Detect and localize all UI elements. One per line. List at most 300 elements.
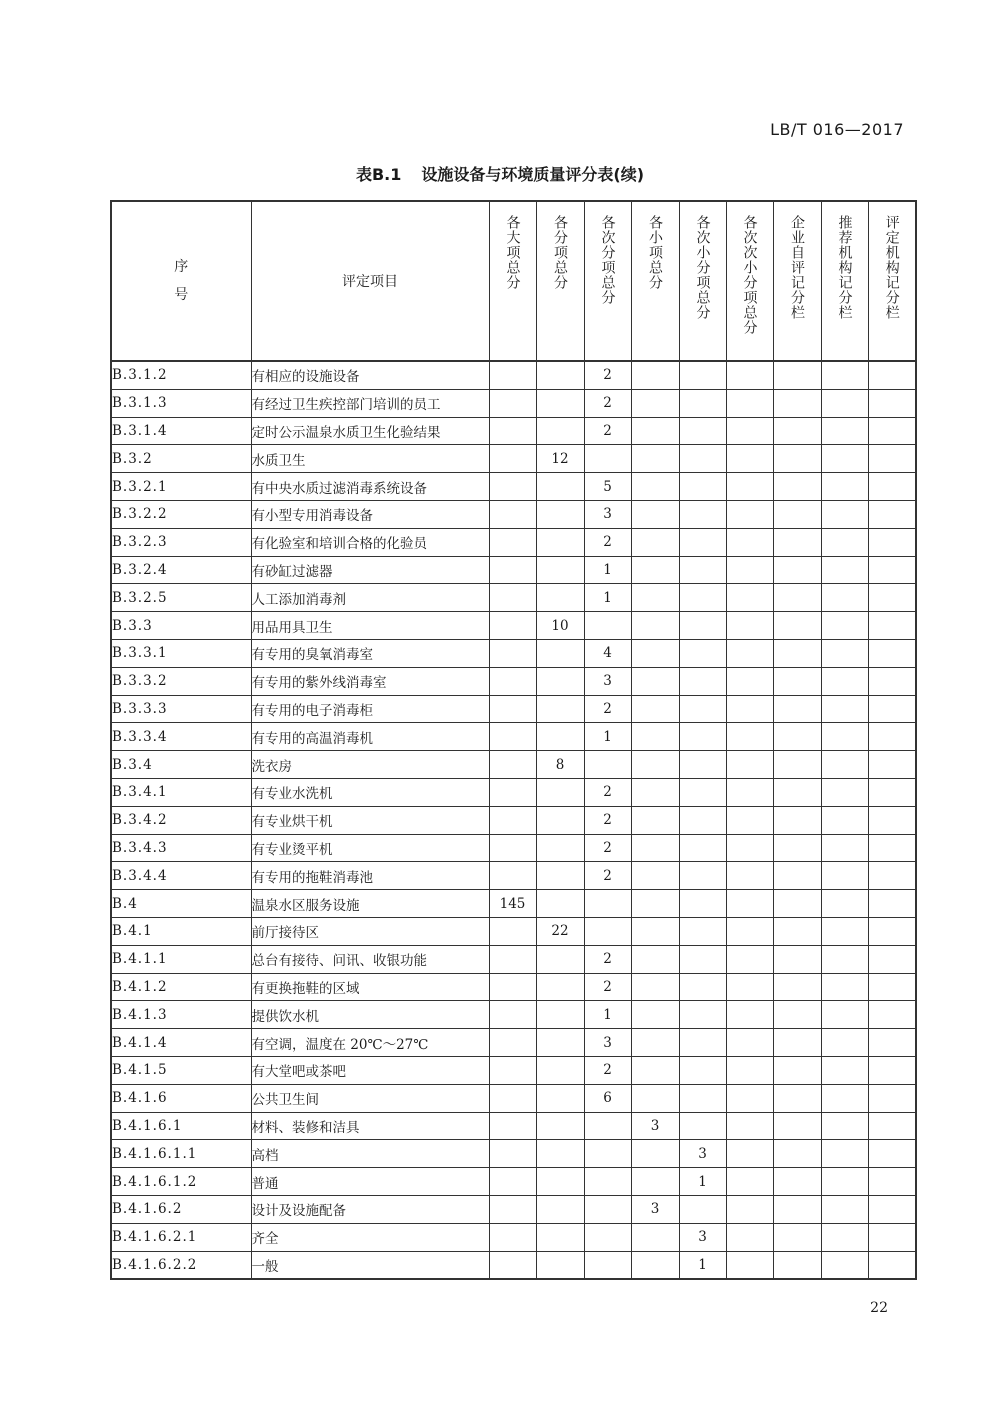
- row-self-score-cell: [773, 1251, 821, 1279]
- table-row: [111, 723, 916, 751]
- col-header-sub-minor-total-label: 各次小分项总分: [694, 215, 711, 320]
- row-sub-minor-total-cell: [679, 417, 726, 445]
- table-row: [111, 667, 916, 695]
- row-sub-minor-total-cell: [679, 1029, 726, 1057]
- row-secondary-total-cell: [584, 1223, 631, 1251]
- row-sub-minor-total-cell: [679, 862, 726, 890]
- row-minor-total-cell: [631, 1168, 679, 1196]
- row-secondary-total-cell: 1: [584, 1001, 631, 1029]
- row-seq-cell: B.3.1.3: [111, 389, 251, 417]
- col-header-secondary-total-label: 各次分项总分: [599, 215, 616, 305]
- row-seq-cell: B.4.1.6.1.1: [111, 1140, 251, 1168]
- row-self-score-cell: [773, 1140, 821, 1168]
- row-seq-cell: B.3.2.4: [111, 556, 251, 584]
- row-item-cell: 水质卫生: [251, 445, 489, 473]
- row-self-score-cell: [773, 778, 821, 806]
- row-assess-score-cell: [868, 528, 916, 556]
- row-secondary-total-cell: 2: [584, 389, 631, 417]
- row-seq-cell: B.3.2.5: [111, 584, 251, 612]
- table-row: [111, 778, 916, 806]
- row-self-score-cell: [773, 445, 821, 473]
- row-seq-cell: B.3.3.2: [111, 667, 251, 695]
- row-sub-sub-minor-total-cell: [726, 1140, 773, 1168]
- row-sub-sub-minor-total-cell: [726, 1195, 773, 1223]
- row-assess-score-cell: [868, 1056, 916, 1084]
- row-secondary-total-cell: 6: [584, 1084, 631, 1112]
- row-sub-total-cell: [536, 973, 584, 1001]
- row-self-score-cell: [773, 473, 821, 501]
- col-header-major-total-label: 各大项总分: [504, 215, 521, 290]
- row-major-total-cell: [489, 723, 536, 751]
- row-recommend-score-cell: [821, 1168, 868, 1196]
- row-sub-sub-minor-total-cell: [726, 890, 773, 918]
- table-row: [111, 1056, 916, 1084]
- row-secondary-total-cell: 2: [584, 695, 631, 723]
- row-minor-total-cell: [631, 500, 679, 528]
- row-self-score-cell: [773, 361, 821, 389]
- row-sub-total-cell: [536, 945, 584, 973]
- row-self-score-cell: [773, 806, 821, 834]
- row-assess-score-cell: [868, 778, 916, 806]
- row-recommend-score-cell: [821, 1056, 868, 1084]
- row-recommend-score-cell: [821, 945, 868, 973]
- row-sub-sub-minor-total-cell: [726, 500, 773, 528]
- row-self-score-cell: [773, 890, 821, 918]
- row-sub-minor-total-cell: [679, 695, 726, 723]
- row-major-total-cell: [489, 1084, 536, 1112]
- row-minor-total-cell: [631, 1029, 679, 1057]
- row-sub-sub-minor-total-cell: [726, 612, 773, 640]
- row-recommend-score-cell: [821, 1112, 868, 1140]
- row-sub-total-cell: [536, 417, 584, 445]
- row-seq-cell: B.3.4.2: [111, 806, 251, 834]
- row-assess-score-cell: [868, 361, 916, 389]
- row-sub-total-cell: [536, 667, 584, 695]
- row-item-cell: 设计及设施配备: [251, 1195, 489, 1223]
- row-recommend-score-cell: [821, 695, 868, 723]
- row-sub-sub-minor-total-cell: [726, 834, 773, 862]
- row-seq-cell: B.4.1: [111, 917, 251, 945]
- row-self-score-cell: [773, 389, 821, 417]
- row-sub-minor-total-cell: [679, 667, 726, 695]
- row-self-score-cell: [773, 945, 821, 973]
- row-secondary-total-cell: 2: [584, 528, 631, 556]
- row-assess-score-cell: [868, 973, 916, 1001]
- row-self-score-cell: [773, 1195, 821, 1223]
- row-seq-cell: B.3.3.1: [111, 639, 251, 667]
- row-assess-score-cell: [868, 1168, 916, 1196]
- row-major-total-cell: [489, 1112, 536, 1140]
- row-major-total-cell: [489, 1195, 536, 1223]
- row-secondary-total-cell: 2: [584, 834, 631, 862]
- row-major-total-cell: [489, 639, 536, 667]
- row-recommend-score-cell: [821, 1140, 868, 1168]
- row-assess-score-cell: [868, 695, 916, 723]
- row-assess-score-cell: [868, 1140, 916, 1168]
- row-minor-total-cell: [631, 389, 679, 417]
- row-assess-score-cell: [868, 639, 916, 667]
- row-item-cell: 有专业烫平机: [251, 834, 489, 862]
- standard-code: LB/T 016—2017: [770, 120, 904, 139]
- row-item-cell: 有专业烘干机: [251, 806, 489, 834]
- row-item-cell: 一般: [251, 1251, 489, 1279]
- row-item-cell: 有小型专用消毒设备: [251, 500, 489, 528]
- row-sub-total-cell: [536, 695, 584, 723]
- row-recommend-score-cell: [821, 890, 868, 918]
- row-seq-cell: B.4.1.6.2: [111, 1195, 251, 1223]
- row-assess-score-cell: [868, 1001, 916, 1029]
- row-self-score-cell: [773, 1056, 821, 1084]
- row-assess-score-cell: [868, 751, 916, 779]
- row-secondary-total-cell: 1: [584, 584, 631, 612]
- row-sub-minor-total-cell: [679, 945, 726, 973]
- row-sub-minor-total-cell: [679, 917, 726, 945]
- row-sub-total-cell: 10: [536, 612, 584, 640]
- row-secondary-total-cell: 2: [584, 806, 631, 834]
- row-item-cell: 高档: [251, 1140, 489, 1168]
- row-minor-total-cell: [631, 361, 679, 389]
- row-sub-total-cell: [536, 1001, 584, 1029]
- row-major-total-cell: [489, 1029, 536, 1057]
- row-secondary-total-cell: 2: [584, 945, 631, 973]
- row-major-total-cell: [489, 528, 536, 556]
- row-sub-sub-minor-total-cell: [726, 639, 773, 667]
- row-seq-cell: B.3.2.2: [111, 500, 251, 528]
- row-recommend-score-cell: [821, 723, 868, 751]
- row-sub-sub-minor-total-cell: [726, 1084, 773, 1112]
- row-recommend-score-cell: [821, 917, 868, 945]
- row-secondary-total-cell: 3: [584, 500, 631, 528]
- row-minor-total-cell: [631, 584, 679, 612]
- row-item-cell: 材料、装修和洁具: [251, 1112, 489, 1140]
- row-major-total-cell: [489, 556, 536, 584]
- row-seq-cell: B.3.1.2: [111, 361, 251, 389]
- row-self-score-cell: [773, 973, 821, 1001]
- row-assess-score-cell: [868, 473, 916, 501]
- row-major-total-cell: [489, 1251, 536, 1279]
- row-item-cell: 前厅接待区: [251, 917, 489, 945]
- row-seq-cell: B.4.1.6.2.1: [111, 1223, 251, 1251]
- row-sub-minor-total-cell: [679, 612, 726, 640]
- col-header-sub-sub-minor-total: [726, 201, 773, 361]
- row-secondary-total-cell: 2: [584, 1056, 631, 1084]
- row-secondary-total-cell: 2: [584, 973, 631, 1001]
- row-minor-total-cell: [631, 834, 679, 862]
- row-assess-score-cell: [868, 945, 916, 973]
- row-minor-total-cell: [631, 973, 679, 1001]
- row-sub-total-cell: [536, 528, 584, 556]
- row-recommend-score-cell: [821, 361, 868, 389]
- row-self-score-cell: [773, 1029, 821, 1057]
- row-seq-cell: B.3.4.1: [111, 778, 251, 806]
- row-sub-sub-minor-total-cell: [726, 1168, 773, 1196]
- row-major-total-cell: 145: [489, 890, 536, 918]
- row-secondary-total-cell: [584, 890, 631, 918]
- row-minor-total-cell: [631, 528, 679, 556]
- row-secondary-total-cell: [584, 1168, 631, 1196]
- row-sub-total-cell: [536, 890, 584, 918]
- row-seq-cell: B.3.3.4: [111, 723, 251, 751]
- row-sub-minor-total-cell: [679, 361, 726, 389]
- table-row: [111, 1112, 916, 1140]
- row-item-cell: 有中央水质过滤消毒系统设备: [251, 473, 489, 501]
- row-recommend-score-cell: [821, 473, 868, 501]
- row-self-score-cell: [773, 584, 821, 612]
- row-self-score-cell: [773, 751, 821, 779]
- row-recommend-score-cell: [821, 862, 868, 890]
- row-secondary-total-cell: 1: [584, 723, 631, 751]
- row-self-score-cell: [773, 1112, 821, 1140]
- row-seq-cell: B.3.1.4: [111, 417, 251, 445]
- row-recommend-score-cell: [821, 667, 868, 695]
- table-row: [111, 528, 916, 556]
- row-sub-sub-minor-total-cell: [726, 556, 773, 584]
- row-recommend-score-cell: [821, 973, 868, 1001]
- row-major-total-cell: [489, 862, 536, 890]
- table-row: [111, 612, 916, 640]
- row-item-cell: 有化验室和培训合格的化验员: [251, 528, 489, 556]
- col-header-seq: [111, 201, 251, 361]
- row-seq-cell: B.4.1.6.2.2: [111, 1251, 251, 1279]
- table-row: [111, 1001, 916, 1029]
- row-self-score-cell: [773, 723, 821, 751]
- row-self-score-cell: [773, 1001, 821, 1029]
- row-minor-total-cell: [631, 917, 679, 945]
- page-number: 22: [870, 1300, 888, 1316]
- row-assess-score-cell: [868, 723, 916, 751]
- row-recommend-score-cell: [821, 389, 868, 417]
- row-assess-score-cell: [868, 862, 916, 890]
- row-item-cell: 人工添加消毒剂: [251, 584, 489, 612]
- row-seq-cell: B.4.1.3: [111, 1001, 251, 1029]
- row-major-total-cell: [489, 445, 536, 473]
- row-major-total-cell: [489, 361, 536, 389]
- row-sub-sub-minor-total-cell: [726, 751, 773, 779]
- row-item-cell: 有砂缸过滤器: [251, 556, 489, 584]
- row-sub-sub-minor-total-cell: [726, 1029, 773, 1057]
- row-sub-minor-total-cell: [679, 1056, 726, 1084]
- row-recommend-score-cell: [821, 1029, 868, 1057]
- row-major-total-cell: [489, 945, 536, 973]
- row-seq-cell: B.4.1.6: [111, 1084, 251, 1112]
- row-item-cell: 总台有接待、问讯、收银功能: [251, 945, 489, 973]
- row-recommend-score-cell: [821, 1084, 868, 1112]
- row-sub-sub-minor-total-cell: [726, 417, 773, 445]
- row-sub-minor-total-cell: [679, 473, 726, 501]
- row-minor-total-cell: [631, 667, 679, 695]
- row-seq-cell: B.3.3.3: [111, 695, 251, 723]
- row-item-cell: 有更换拖鞋的区域: [251, 973, 489, 1001]
- row-secondary-total-cell: [584, 1195, 631, 1223]
- row-minor-total-cell: [631, 556, 679, 584]
- row-secondary-total-cell: [584, 1251, 631, 1279]
- table-row: [111, 584, 916, 612]
- row-sub-sub-minor-total-cell: [726, 917, 773, 945]
- row-major-total-cell: [489, 1223, 536, 1251]
- row-sub-sub-minor-total-cell: [726, 473, 773, 501]
- row-minor-total-cell: [631, 1251, 679, 1279]
- row-sub-minor-total-cell: [679, 751, 726, 779]
- col-header-assess-score: [868, 201, 916, 361]
- row-assess-score-cell: [868, 1223, 916, 1251]
- table-row: [111, 1251, 916, 1279]
- row-minor-total-cell: [631, 862, 679, 890]
- col-header-sub-sub-minor-total-label: 各次次小分项总分: [741, 215, 758, 335]
- row-sub-total-cell: [536, 1195, 584, 1223]
- row-assess-score-cell: [868, 917, 916, 945]
- col-header-minor-total-label: 各小项总分: [647, 215, 664, 290]
- row-item-cell: 有相应的设施设备: [251, 361, 489, 389]
- table-row: [111, 639, 916, 667]
- row-major-total-cell: [489, 751, 536, 779]
- row-assess-score-cell: [868, 1084, 916, 1112]
- row-assess-score-cell: [868, 612, 916, 640]
- row-sub-minor-total-cell: [679, 834, 726, 862]
- table-row: [111, 1140, 916, 1168]
- col-header-seq-line2: 号: [174, 287, 189, 303]
- row-secondary-total-cell: 5: [584, 473, 631, 501]
- row-self-score-cell: [773, 1223, 821, 1251]
- row-major-total-cell: [489, 806, 536, 834]
- row-sub-sub-minor-total-cell: [726, 667, 773, 695]
- row-recommend-score-cell: [821, 500, 868, 528]
- table-row: [111, 806, 916, 834]
- row-minor-total-cell: [631, 1056, 679, 1084]
- row-sub-total-cell: [536, 1056, 584, 1084]
- row-seq-cell: B.4.1.4: [111, 1029, 251, 1057]
- col-header-major-total: [489, 201, 536, 361]
- row-secondary-total-cell: 3: [584, 667, 631, 695]
- row-self-score-cell: [773, 862, 821, 890]
- row-self-score-cell: [773, 417, 821, 445]
- row-assess-score-cell: [868, 417, 916, 445]
- row-sub-total-cell: [536, 361, 584, 389]
- row-item-cell: 温泉水区服务设施: [251, 890, 489, 918]
- row-self-score-cell: [773, 556, 821, 584]
- row-minor-total-cell: [631, 639, 679, 667]
- row-major-total-cell: [489, 1056, 536, 1084]
- row-sub-total-cell: [536, 584, 584, 612]
- row-major-total-cell: [489, 500, 536, 528]
- row-seq-cell: B.4.1.6.1: [111, 1112, 251, 1140]
- row-item-cell: 有专用的拖鞋消毒池: [251, 862, 489, 890]
- row-sub-total-cell: [536, 778, 584, 806]
- table-row: [111, 1084, 916, 1112]
- row-sub-minor-total-cell: [679, 639, 726, 667]
- table-row: [111, 1195, 916, 1223]
- row-sub-total-cell: [536, 473, 584, 501]
- col-header-recommend-score: [821, 201, 868, 361]
- row-minor-total-cell: [631, 1223, 679, 1251]
- row-seq-cell: B.3.2: [111, 445, 251, 473]
- col-header-self-score-label: 企业自评记分栏: [789, 215, 806, 320]
- row-recommend-score-cell: [821, 778, 868, 806]
- row-major-total-cell: [489, 973, 536, 1001]
- row-sub-sub-minor-total-cell: [726, 723, 773, 751]
- row-minor-total-cell: [631, 417, 679, 445]
- table-row: [111, 361, 916, 389]
- table-label: 表B.1: [355, 165, 402, 184]
- row-sub-total-cell: 12: [536, 445, 584, 473]
- row-assess-score-cell: [868, 834, 916, 862]
- row-major-total-cell: [489, 667, 536, 695]
- row-secondary-total-cell: [584, 1112, 631, 1140]
- row-recommend-score-cell: [821, 612, 868, 640]
- row-assess-score-cell: [868, 1112, 916, 1140]
- row-item-cell: 有经过卫生疾控部门培训的员工: [251, 389, 489, 417]
- col-header-sub-minor-total: [679, 201, 726, 361]
- table-row: [111, 389, 916, 417]
- row-assess-score-cell: [868, 500, 916, 528]
- row-self-score-cell: [773, 667, 821, 695]
- col-header-self-score: [773, 201, 821, 361]
- row-minor-total-cell: [631, 1140, 679, 1168]
- row-sub-minor-total-cell: [679, 1084, 726, 1112]
- row-self-score-cell: [773, 917, 821, 945]
- row-self-score-cell: [773, 695, 821, 723]
- row-recommend-score-cell: [821, 806, 868, 834]
- row-sub-minor-total-cell: 3: [679, 1223, 726, 1251]
- col-header-secondary-total: [584, 201, 631, 361]
- row-minor-total-cell: 3: [631, 1195, 679, 1223]
- row-minor-total-cell: [631, 945, 679, 973]
- row-item-cell: 齐全: [251, 1223, 489, 1251]
- row-secondary-total-cell: [584, 751, 631, 779]
- row-sub-minor-total-cell: [679, 528, 726, 556]
- table-row: [111, 917, 916, 945]
- row-recommend-score-cell: [821, 584, 868, 612]
- row-major-total-cell: [489, 389, 536, 417]
- row-sub-minor-total-cell: [679, 1001, 726, 1029]
- row-sub-total-cell: [536, 1251, 584, 1279]
- row-minor-total-cell: 3: [631, 1112, 679, 1140]
- row-minor-total-cell: [631, 806, 679, 834]
- row-sub-total-cell: [536, 556, 584, 584]
- row-sub-minor-total-cell: [679, 723, 726, 751]
- row-major-total-cell: [489, 917, 536, 945]
- row-secondary-total-cell: [584, 917, 631, 945]
- row-minor-total-cell: [631, 723, 679, 751]
- row-self-score-cell: [773, 834, 821, 862]
- row-sub-minor-total-cell: 1: [679, 1168, 726, 1196]
- table-row: [111, 1168, 916, 1196]
- row-sub-total-cell: [536, 639, 584, 667]
- row-major-total-cell: [489, 778, 536, 806]
- row-item-cell: 有专用的电子消毒柜: [251, 695, 489, 723]
- row-sub-sub-minor-total-cell: [726, 806, 773, 834]
- row-sub-total-cell: [536, 834, 584, 862]
- row-secondary-total-cell: 2: [584, 417, 631, 445]
- table-row: [111, 500, 916, 528]
- row-minor-total-cell: [631, 751, 679, 779]
- row-secondary-total-cell: 1: [584, 556, 631, 584]
- row-assess-score-cell: [868, 1029, 916, 1057]
- row-major-total-cell: [489, 1140, 536, 1168]
- row-minor-total-cell: [631, 778, 679, 806]
- col-header-item-label: 评定项目: [342, 274, 398, 290]
- row-seq-cell: B.3.4: [111, 751, 251, 779]
- row-recommend-score-cell: [821, 639, 868, 667]
- row-sub-minor-total-cell: [679, 389, 726, 417]
- table-row: [111, 1029, 916, 1057]
- row-sub-sub-minor-total-cell: [726, 361, 773, 389]
- row-recommend-score-cell: [821, 528, 868, 556]
- row-item-cell: 有专用的紫外线消毒室: [251, 667, 489, 695]
- row-sub-sub-minor-total-cell: [726, 389, 773, 417]
- row-self-score-cell: [773, 528, 821, 556]
- row-major-total-cell: [489, 695, 536, 723]
- row-item-cell: 用品用具卫生: [251, 612, 489, 640]
